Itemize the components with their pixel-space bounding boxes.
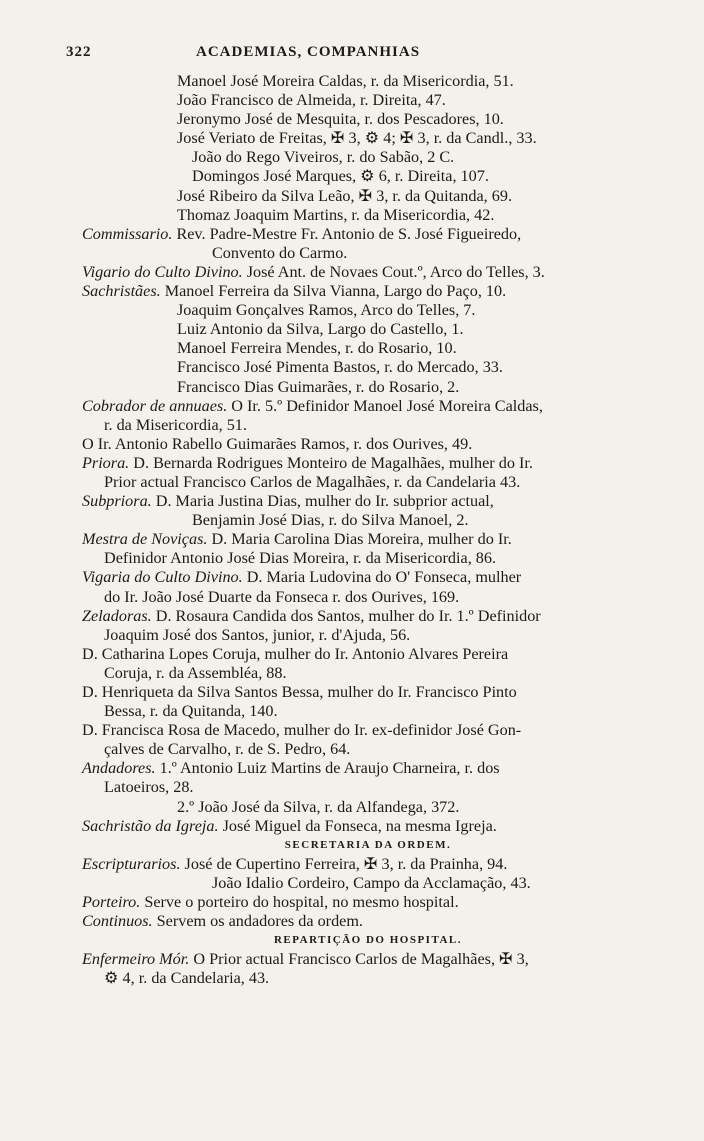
entry-text: Servem os andadores da ordem. — [152, 912, 363, 931]
entry-text: do Ir. João José Duarte da Fonseca r. dos Ourives, 169. — [104, 587, 460, 606]
text-line — [82, 339, 654, 358]
entry-text: Jeronymo José de Mesquita, r. dos Pescadores, 10. — [177, 110, 504, 129]
text-line — [82, 378, 654, 397]
entry-text: Luiz Antonio da Silva, Largo do Castello, 1. — [177, 320, 464, 339]
text-line — [82, 645, 654, 664]
entry-text: José Miguel da Fonseca, na mesma Igreja. — [218, 816, 497, 835]
text-line — [82, 568, 654, 587]
entry-text: João do Rego Viveiros, r. do Sabão, 2 C. — [192, 148, 455, 167]
entry-text: Francisco José Pimenta Bastos, r. do Mercado, 33. — [177, 358, 503, 377]
entry-text: Definidor Antonio José Dias Moreira, r. da Misericordia, 86. — [104, 549, 497, 568]
text-line — [82, 187, 654, 206]
entry-text: D. Catharina Lopes Coruja, mulher do Ir. Antonio Alvares Pereira — [82, 644, 509, 663]
text-line — [82, 931, 654, 950]
text-line — [82, 607, 654, 626]
text-line — [82, 759, 654, 778]
text-line — [82, 740, 654, 759]
text-line — [82, 778, 654, 797]
text-line — [82, 950, 654, 969]
entry-text: Manoel José Moreira Caldas, r. da Misericordia, 51. — [177, 72, 514, 90]
text-line — [82, 148, 654, 167]
entry-text: O Ir. Antonio Rabello Guimarães Ramos, r. dos Ourives, 49. — [82, 434, 473, 453]
entry-text: D. Maria Justina Dias, mulher do Ir. subprior actual, — [151, 492, 494, 511]
entry-text: João Francisco de Almeida, r. Direita, 47. — [177, 91, 446, 110]
text-line — [82, 110, 654, 129]
entry-text: José Veriato de Freitas, ✠ 3, ⚙ 4; ✠ 3, r. da Candl., 33. — [177, 129, 537, 148]
entry-text: O Prior actual Francisco Carlos de Magalhães, ✠ 3, — [189, 950, 529, 969]
entry-label: Zeladoras. — [82, 606, 152, 625]
text-line — [82, 836, 654, 855]
text-line — [82, 798, 654, 817]
entry-text: Prior actual Francisco Carlos de Magalhães, r. da Candelaria 43. — [104, 472, 521, 491]
entry-text: çalves de Carvalho, r. de S. Pedro, 64. — [104, 740, 351, 759]
text-line — [82, 167, 654, 186]
text-line — [82, 549, 654, 568]
entry-text: SECRETARIA DA ORDEM. — [284, 838, 452, 851]
text-line — [82, 588, 654, 607]
text-line — [82, 91, 654, 110]
text-line — [82, 683, 654, 702]
text-line — [82, 893, 654, 912]
entry-text: Bessa, r. da Quitanda, 140. — [104, 702, 278, 721]
text-line — [82, 454, 654, 473]
entry-text: José Ribeiro da Silva Leão, ✠ 3, r. da Quitanda, 69. — [177, 186, 512, 205]
entry-text: D. Bernarda Rodrigues Monteiro de Magalhães, mulher do Ir. — [129, 453, 533, 472]
entry-text: r. da Misericordia, 51. — [104, 415, 247, 434]
entry-text: Convento do Carmo. — [212, 243, 348, 262]
entry-text: João Idalio Cordeiro, Campo da Acclamação, 43. — [212, 873, 531, 892]
entry-text: 2.º João José da Silva, r. da Alfandega, 372. — [177, 797, 460, 816]
entry-text: Joaquim Gonçalves Ramos, Arco do Telles, 7. — [177, 301, 476, 320]
entry-text: 1.º Antonio Luiz Martins de Araujo Charneira, r. dos — [155, 759, 500, 778]
entry-label: Cobrador de annuaes. — [82, 396, 228, 415]
entry-text: REPARTIÇÃO DO HOSPITAL. — [273, 934, 463, 947]
entry-text: Serve o porteiro do hospital, no mesmo hospital. — [140, 893, 459, 912]
text-line — [82, 263, 654, 282]
text-line — [82, 817, 654, 836]
text-line — [82, 129, 654, 148]
entry-text: D. Francisca Rosa de Macedo, mulher do Ir. ex-definidor José Gon- — [82, 721, 522, 740]
text-line — [82, 702, 654, 721]
text-line — [82, 912, 654, 931]
entry-label: Vigario do Culto Divino. — [82, 262, 243, 281]
entry-text: Francisco Dias Guimarães, r. do Rosario, 2. — [177, 377, 460, 396]
text-line — [82, 492, 654, 511]
entry-label: Priora. — [82, 453, 130, 472]
entry-label: Porteiro. — [82, 893, 141, 912]
text-line — [82, 721, 654, 740]
text-line — [82, 626, 654, 645]
entry-text: D. Henriqueta da Silva Santos Bessa, mulher do Ir. Francisco Pinto — [82, 683, 517, 701]
entry-text: O Ir. 5.º Definidor Manoel José Moreira Caldas, — [227, 396, 543, 415]
entry-text: Thomaz Joaquim Martins, r. da Misericordia, 42. — [177, 205, 495, 224]
text-line — [82, 358, 654, 377]
entry-label: Vigaria do Culto Divino. — [82, 568, 243, 587]
entry-text: D. Maria Ludovina do O' Fonseca, mulher — [242, 568, 522, 587]
text-line — [82, 969, 654, 988]
entry-text: D. Maria Carolina Dias Moreira, mulher do Ir. — [207, 530, 512, 549]
text-line — [82, 511, 654, 530]
entry-label: Andadores. — [82, 759, 156, 778]
text-line — [82, 206, 654, 225]
entry-label: Sachristães. — [82, 282, 161, 301]
text-line — [82, 72, 654, 91]
entry-label: Enfermeiro Mór. — [82, 950, 190, 969]
entry-text: Manoel Ferreira Mendes, r. do Rosario, 10. — [177, 339, 457, 358]
text-line — [82, 244, 654, 263]
text-line — [82, 301, 654, 320]
entry-text: Joaquim José dos Santos, junior, r. d'Ajuda, 56. — [104, 625, 411, 644]
entry-label: Mestra de Noviças. — [82, 530, 208, 549]
entry-label: Subpriora. — [82, 492, 152, 511]
entry-label: Escripturarios. — [82, 854, 181, 873]
entry-label: Sachristão da Igreja. — [82, 816, 219, 835]
text-line — [82, 320, 654, 339]
entry-text: ⚙ 4, r. da Candelaria, 43. — [104, 969, 270, 988]
entry-text: José de Cupertino Ferreira, ✠ 3, r. da Prainha, 94. — [180, 854, 508, 873]
running-head: ACADEMIAS, COMPANHIAS — [196, 44, 421, 60]
text-line — [82, 530, 654, 549]
text-line — [82, 874, 654, 893]
text-line — [82, 416, 654, 435]
entry-text: José Ant. de Novaes Cout.º, Arco do Telles, 3. — [242, 262, 545, 281]
page-number: 322 — [66, 44, 92, 60]
text-line — [82, 282, 654, 301]
text-line — [82, 473, 654, 492]
text-line — [82, 855, 654, 874]
entry-text: Rev. Padre-Mestre Fr. Antonio de S. José Figueiredo, — [172, 224, 522, 243]
entry-text: Manoel Ferreira da Silva Vianna, Largo do Paço, 10. — [160, 282, 507, 301]
text-line — [82, 397, 654, 416]
entry-text: Domingos José Marques, ⚙ 6, r. Direita, 107. — [192, 167, 489, 186]
entry-text: D. Rosaura Candida dos Santos, mulher do Ir. 1.º Definidor — [151, 606, 541, 625]
text-line — [82, 225, 654, 244]
page-body — [82, 72, 654, 989]
text-line — [82, 435, 654, 454]
entry-text: Latoeiros, 28. — [104, 778, 194, 797]
entry-text: Coruja, r. da Assembléa, 88. — [104, 663, 287, 682]
entry-label: Commissario. — [82, 224, 173, 243]
entry-label: Continuos. — [82, 912, 153, 931]
entry-text: Benjamin José Dias, r. do Silva Manoel, 2. — [192, 511, 469, 530]
text-line — [82, 664, 654, 683]
